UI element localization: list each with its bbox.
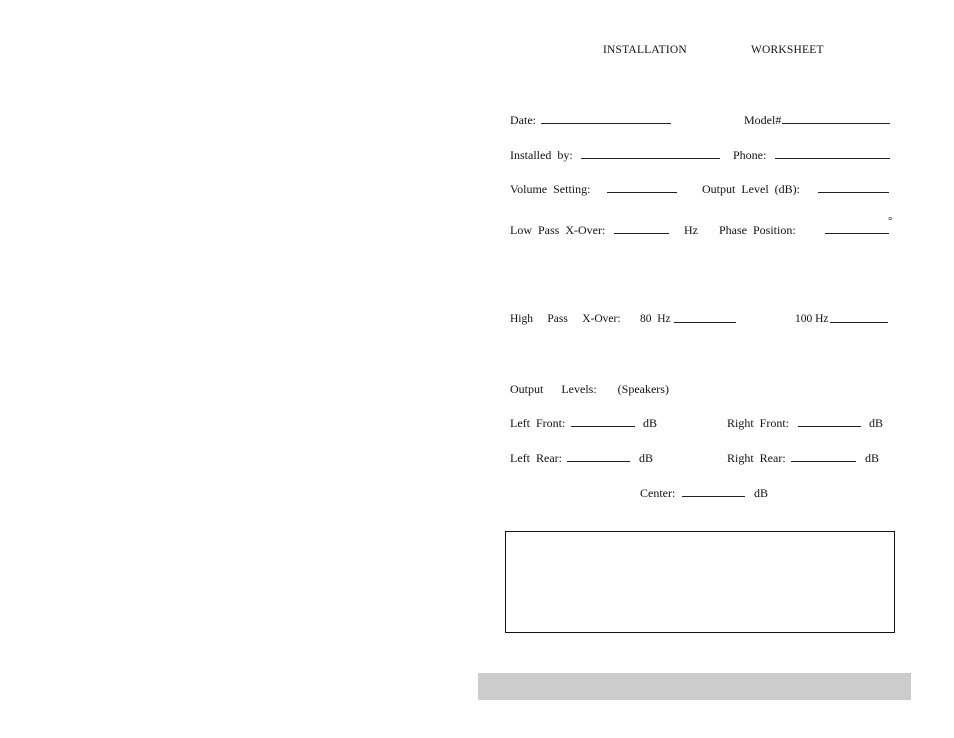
right-rear-label: Right Rear:	[727, 451, 786, 465]
left-rear-label: Left Rear:	[510, 451, 562, 465]
date-field[interactable]	[541, 123, 671, 124]
right-front-label: Right Front:	[727, 416, 790, 430]
output-levels-heading: Output Levels: (Speakers)	[510, 382, 669, 396]
output-level-label: Output Level (dB):	[702, 182, 800, 196]
left-front-db-unit: dB	[643, 416, 658, 430]
right-front-field[interactable]	[798, 426, 861, 427]
title-worksheet: WORKSHEET	[751, 44, 824, 56]
date-label: Date:	[510, 113, 536, 127]
notes-box[interactable]	[505, 531, 895, 633]
phase-position-label: Phase Position:	[719, 223, 796, 237]
left-rear-field[interactable]	[567, 461, 630, 462]
phone-label: Phone:	[733, 148, 767, 162]
volume-setting-label: Volume Setting:	[510, 182, 591, 196]
high-pass-100hz-field[interactable]	[830, 322, 888, 323]
right-rear-field[interactable]	[791, 461, 856, 462]
high-pass-80hz-field[interactable]	[674, 322, 736, 323]
low-pass-label: Low Pass X-Over:	[510, 223, 606, 237]
model-field[interactable]	[782, 123, 890, 124]
phone-field[interactable]	[775, 158, 890, 159]
model-label: Model#	[744, 113, 782, 127]
center-label: Center:	[640, 486, 676, 500]
high-pass-label: High Pass X-Over:	[510, 313, 621, 325]
high-pass-100hz-label: 100 Hz	[795, 313, 829, 325]
left-front-field[interactable]	[571, 426, 635, 427]
low-pass-hz-unit: Hz	[684, 223, 698, 237]
degree-symbol: °	[888, 215, 893, 227]
left-rear-db-unit: dB	[639, 451, 654, 465]
installed-by-field[interactable]	[581, 158, 720, 159]
footer-bar	[478, 673, 911, 700]
low-pass-field[interactable]	[614, 233, 669, 234]
installed-by-label: Installed by:	[510, 148, 573, 162]
title-installation: INSTALLATION	[603, 44, 687, 56]
right-rear-db-unit: dB	[865, 451, 880, 465]
center-field[interactable]	[682, 496, 745, 497]
high-pass-80hz-label: 80 Hz	[640, 313, 671, 325]
phase-position-field[interactable]	[825, 233, 889, 234]
volume-setting-field[interactable]	[607, 192, 677, 193]
right-front-db-unit: dB	[869, 416, 884, 430]
center-db-unit: dB	[754, 486, 769, 500]
output-level-field[interactable]	[818, 192, 889, 193]
left-front-label: Left Front:	[510, 416, 566, 430]
